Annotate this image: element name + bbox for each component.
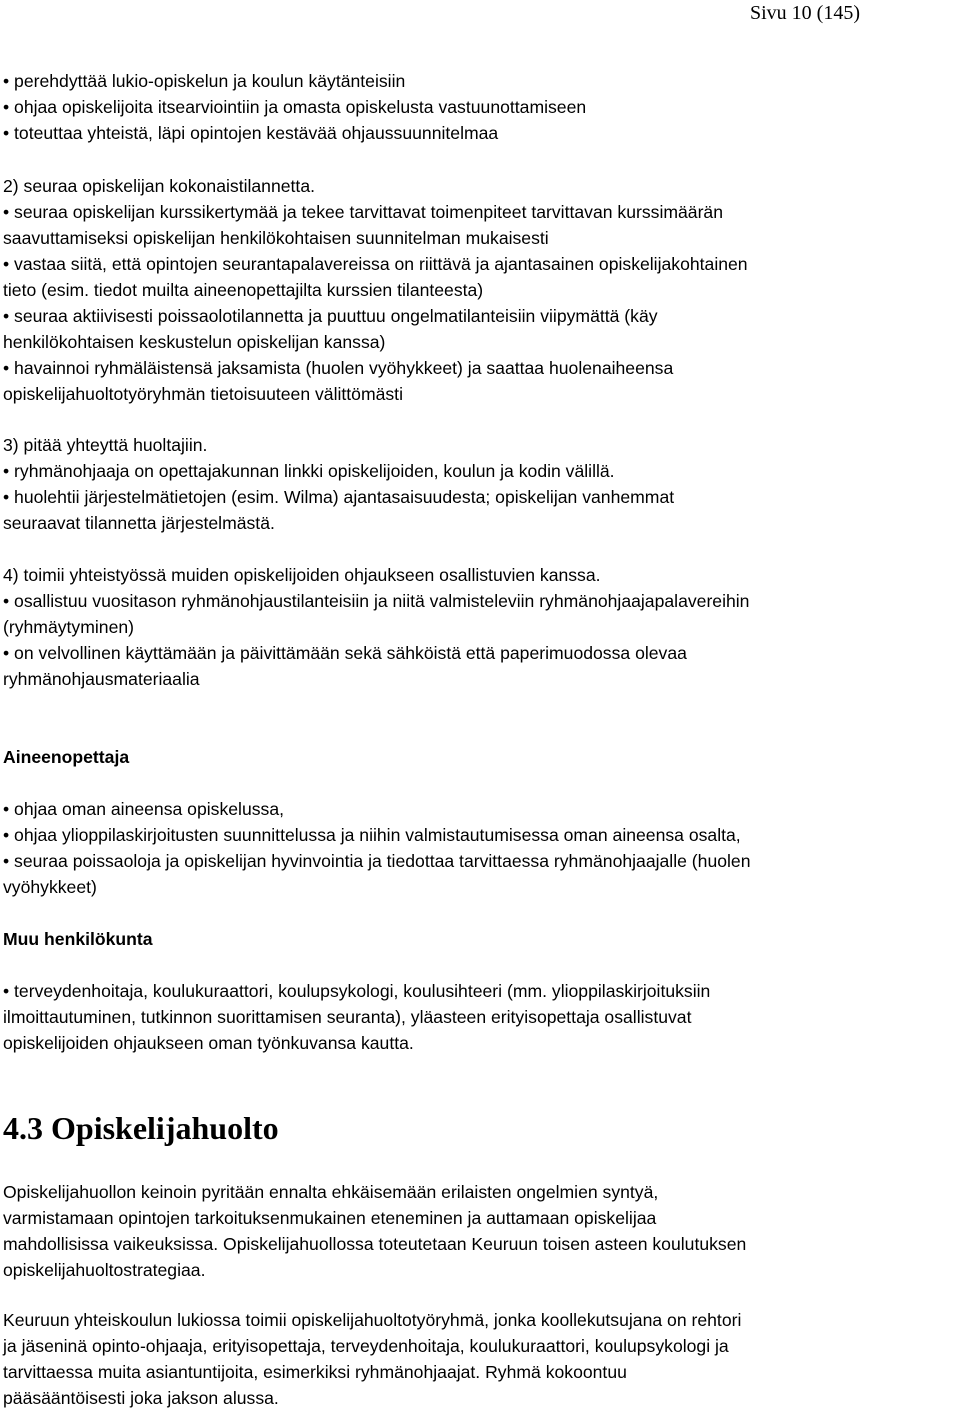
heading-aineenopettaja: Aineenopettaja — [3, 747, 130, 767]
list-item: • ohjaa oman aineensa opiskelussa, — [3, 799, 285, 819]
bullet-list-general-duties — [3, 68, 960, 146]
paragraph-student-welfare-intro — [3, 1179, 960, 1283]
paragraph-student-welfare-group — [3, 1307, 960, 1411]
list-item: • huolehtii järjestelmätietojen (esim. Wilma) ajantasaisuudesta; opiskelijan vanhemmat — [3, 487, 675, 507]
list-item: • toteuttaa yhteistä, läpi opintojen kestävää ohjaussuunnitelmaa — [3, 123, 499, 143]
paragraph-line: Keuruun yhteiskoulun lukiossa toimii opiskelijahuoltotyöryhmä, jonka koollekutsujana on rehtori — [3, 1310, 742, 1330]
list-item-continuation: henkilökohtaisen keskustelun opiskelijan kanssa) — [3, 332, 386, 352]
list-item-continuation: ryhmänohjausmateriaalia — [3, 669, 200, 689]
list-item: • ohjaa ylioppilaskirjoitusten suunnittelussa ja niihin valmistautumisessa oman aineensa osalta, — [3, 825, 741, 845]
list-item: • on velvollinen käyttämään ja päivittämään sekä sähköistä että paperimuodossa olevaa — [3, 643, 687, 663]
section-heading: 4.3 Opiskelijahuolto — [3, 1110, 279, 1146]
section-lead: 2) seuraa opiskelijan kokonaistilannetta. — [3, 176, 315, 196]
section-lead: 4) toimii yhteistyössä muiden opiskelijoiden ohjaukseen osallistuvien kanssa. — [3, 565, 601, 585]
paragraph-line: Opiskelijahuollon keinoin pyritään ennalta ehkäisemään erilaisten ongelmien syntyä, — [3, 1182, 659, 1202]
section-cooperation — [3, 562, 960, 692]
list-item-continuation: tieto (esim. tiedot muilta aineenopettajilta kurssien tilanteesta) — [3, 280, 484, 300]
list-item: • ohjaa opiskelijoita itsearviointiin ja omasta opiskelusta vastuunottamiseen — [3, 97, 587, 117]
bullet-list-other-staff — [3, 978, 960, 1056]
list-item-continuation: (ryhmäytyminen) — [3, 617, 134, 637]
list-item-continuation: vyöhykkeet) — [3, 877, 97, 897]
paragraph-line: ja jäseninä opinto-ohjaaja, erityisopettaja, terveydenhoitaja, koulukuraattori, koulupsykologi ja — [3, 1336, 729, 1356]
list-item: • seuraa poissaoloja ja opiskelijan hyvinvointia ja tiedottaa tarvittaessa ryhmänohjaajalle (huolen — [3, 851, 751, 871]
paragraph-line: opiskelijahuoltostrategiaa. — [3, 1260, 206, 1280]
paragraph-line: varmistamaan opintojen tarkoituksenmukainen eteneminen ja auttamaan opiskelijaa — [3, 1208, 657, 1228]
list-item-continuation: seuraavat tilannetta järjestelmästä. — [3, 513, 275, 533]
list-item: • havainnoi ryhmäläistensä jaksamista (huolen vyöhykkeet) ja saattaa huolenaiheensa — [3, 358, 674, 378]
bullet-list-subject-teacher — [3, 796, 960, 900]
list-item-continuation: ilmoittautuminen, tutkinnon suorittamisen seuranta), yläasteen erityisopettaja osallistuvat — [3, 1007, 692, 1027]
list-item: • terveydenhoitaja, koulukuraattori, koulupsykologi, koulusihteeri (mm. ylioppilaskirjoituksiin — [3, 981, 711, 1001]
paragraph-line: tarvittaessa muita asiantuntijoita, esimerkiksi ryhmänohjaajat. Ryhmä kokoontuu — [3, 1362, 627, 1382]
list-item-continuation: opiskelijahuoltotyöryhmän tietoisuuteen välittömästi — [3, 384, 403, 404]
section-guardian-contact — [3, 432, 960, 536]
paragraph-line: pääsääntöisesti joka jakson alussa. — [3, 1388, 279, 1408]
list-item: • perehdyttää lukio-opiskelun ja koulun käytänteisiin — [3, 71, 406, 91]
list-item: • seuraa aktiivisesti poissaolotilannetta ja puuttuu ongelmatilanteisiin viipymättä (käy — [3, 306, 658, 326]
list-item-continuation: saavuttamiseksi opiskelijan henkilökohtaisen suunnitelman mukaisesti — [3, 228, 549, 248]
list-item: • seuraa opiskelijan kurssikertymää ja tekee tarvittavat toimenpiteet tarvittavan kurssimäärän — [3, 202, 724, 222]
heading-muu-henkilokunta: Muu henkilökunta — [3, 929, 153, 949]
section-lead: 3) pitää yhteyttä huoltajiin. — [3, 435, 208, 455]
paragraph-line: mahdollisissa vaikeuksissa. Opiskelijahuollossa toteutetaan Keuruun toisen asteen koulutuksen — [3, 1234, 747, 1254]
list-item: • ryhmänohjaaja on opettajakunnan linkki opiskelijoiden, koulun ja kodin välillä. — [3, 461, 615, 481]
section-overall-situation — [3, 173, 960, 407]
list-item: • vastaa siitä, että opintojen seurantapalavereissa on riittävä ja ajantasainen opiskelijakohtainen — [3, 254, 748, 274]
list-item: • osallistuu vuositason ryhmänohjaustilanteisiin ja niitä valmisteleviin ryhmänohjaajapalavereihin — [3, 591, 750, 611]
page-number: Sivu 10 (145) — [750, 2, 860, 24]
list-item-continuation: opiskelijoiden ohjaukseen oman työnkuvansa kautta. — [3, 1033, 414, 1053]
